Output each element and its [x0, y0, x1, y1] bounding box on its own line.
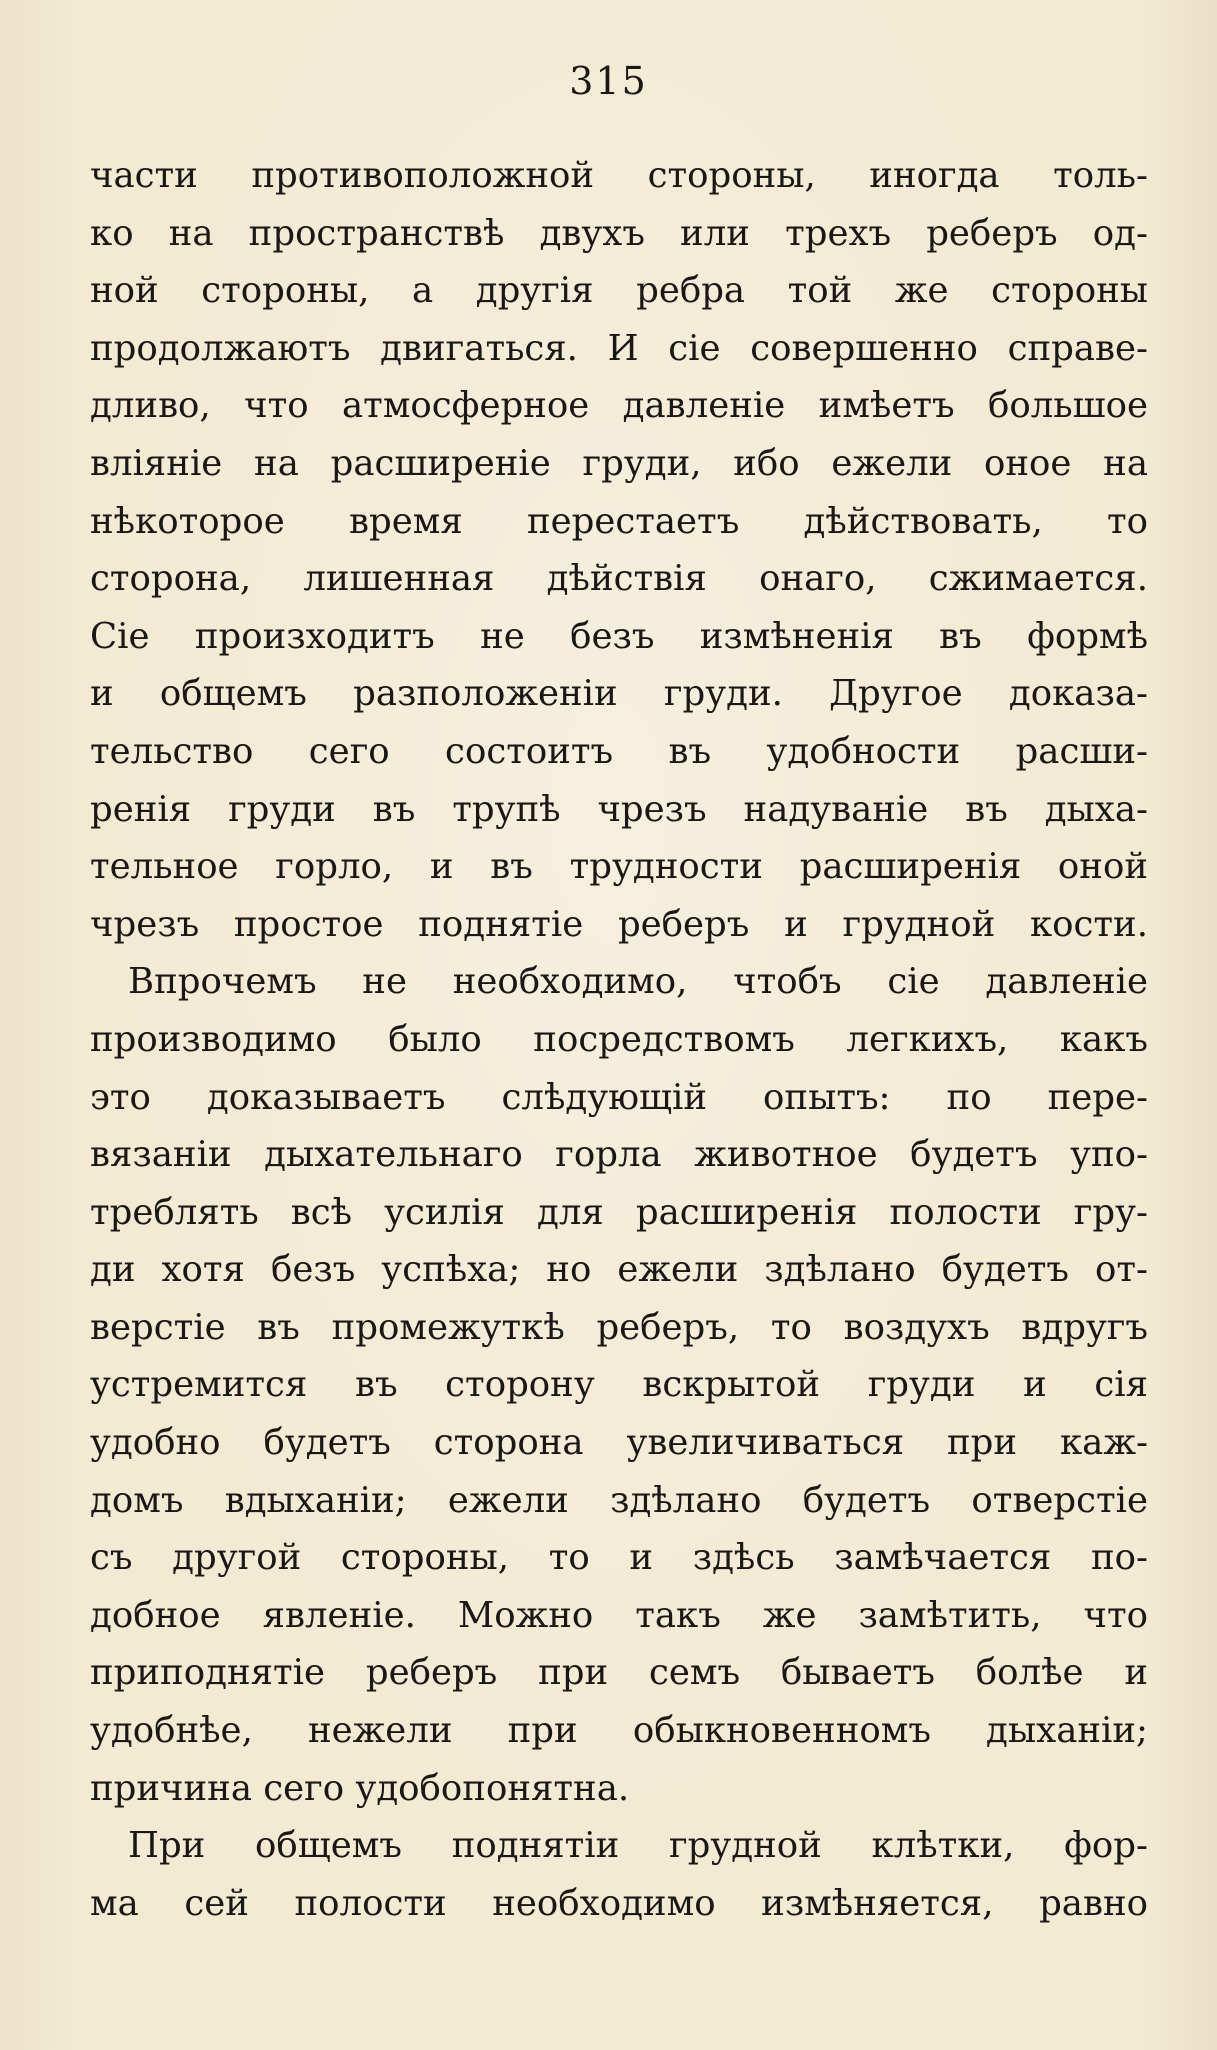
paragraph-1	[90, 147, 1148, 953]
text-line: верстіе въ промежуткѣ реберъ, то воздухъ вдругъ	[90, 1306, 1148, 1348]
body-text	[90, 147, 1148, 1932]
text-line: причина сего удобопонятна.	[90, 1767, 630, 1809]
text-line: дливо, что атмосферное давленіе имѣетъ большое	[90, 385, 1148, 427]
text-line: это доказываетъ слѣдующій опытъ: по пере-	[90, 1076, 1148, 1118]
text-line: При общемъ поднятіи грудной клѣтки, фор-	[128, 1825, 1148, 1867]
text-line: производимо было посредствомъ легкихъ, какъ	[90, 1018, 1148, 1060]
paragraph-3	[90, 1817, 1148, 1932]
text-line: вязаніи дыхательнаго горла животное будетъ упо-	[90, 1134, 1148, 1176]
text-line: приподнятіе реберъ при семъ бываетъ болѣе и	[90, 1652, 1148, 1694]
text-line: Впрочемъ не необходимо, чтобъ сіе давленіе	[128, 961, 1148, 1003]
text-line: чрезъ простое поднятіе реберъ и грудной кости.	[90, 903, 1148, 945]
text-line: ма сей полости необходимо измѣняется, равно	[90, 1882, 1148, 1924]
text-line: ди хотя безъ успѣха; но ежели здѣлано будетъ от-	[90, 1249, 1148, 1291]
text-line: продолжаютъ двигаться. И сіе совершенно справе-	[90, 327, 1148, 369]
page-number: 315	[569, 59, 648, 103]
text-line: удобнѣе, нежели при обыкновенномъ дыханіи;	[90, 1710, 1148, 1752]
text-line: части противоположной стороны, иногда толь-	[90, 155, 1148, 196]
text-line: и общемъ разположеніи груди. Другое доказа-	[90, 673, 1148, 715]
text-line: треблять всѣ усилія для расширенія полости гру-	[90, 1191, 1148, 1233]
text-line: ренія груди въ трупѣ чрезъ надуваніе въ дыха-	[90, 788, 1148, 830]
text-line: ко на пространствѣ двухъ или трехъ реберъ од-	[90, 212, 1148, 254]
text-line: домъ вдыханіи; ежели здѣлано будетъ отверстіе	[90, 1479, 1148, 1521]
text-line: тельное горло, и въ трудности расширенія оной	[90, 846, 1148, 888]
text-line: вліяніе на расширеніе груди, ибо ежели оное на	[90, 442, 1148, 484]
paragraph-2	[90, 953, 1148, 1817]
text-line: тельство сего состоитъ въ удобности расши-	[90, 730, 1148, 772]
text-line: удобно будетъ сторона увеличиваться при каж-	[90, 1422, 1148, 1464]
text-line: сторона, лишенная дѣйствія онаго, сжимается.	[90, 558, 1148, 600]
text-line: нѣкоторое время перестаетъ дѣйствовать, то	[90, 500, 1148, 542]
text-line: Сіе произходитъ не безъ измѣненія въ формѣ	[90, 615, 1148, 657]
text-line: съ другой стороны, то и здѣсь замѣчается по-	[90, 1537, 1148, 1579]
text-line: устремится въ сторону вскрытой груди и сія	[90, 1364, 1148, 1406]
text-line: добное явленіе. Можно такъ же замѣтить, что	[90, 1594, 1148, 1636]
text-line: ной стороны, а другія ребра той же стороны	[90, 270, 1148, 312]
